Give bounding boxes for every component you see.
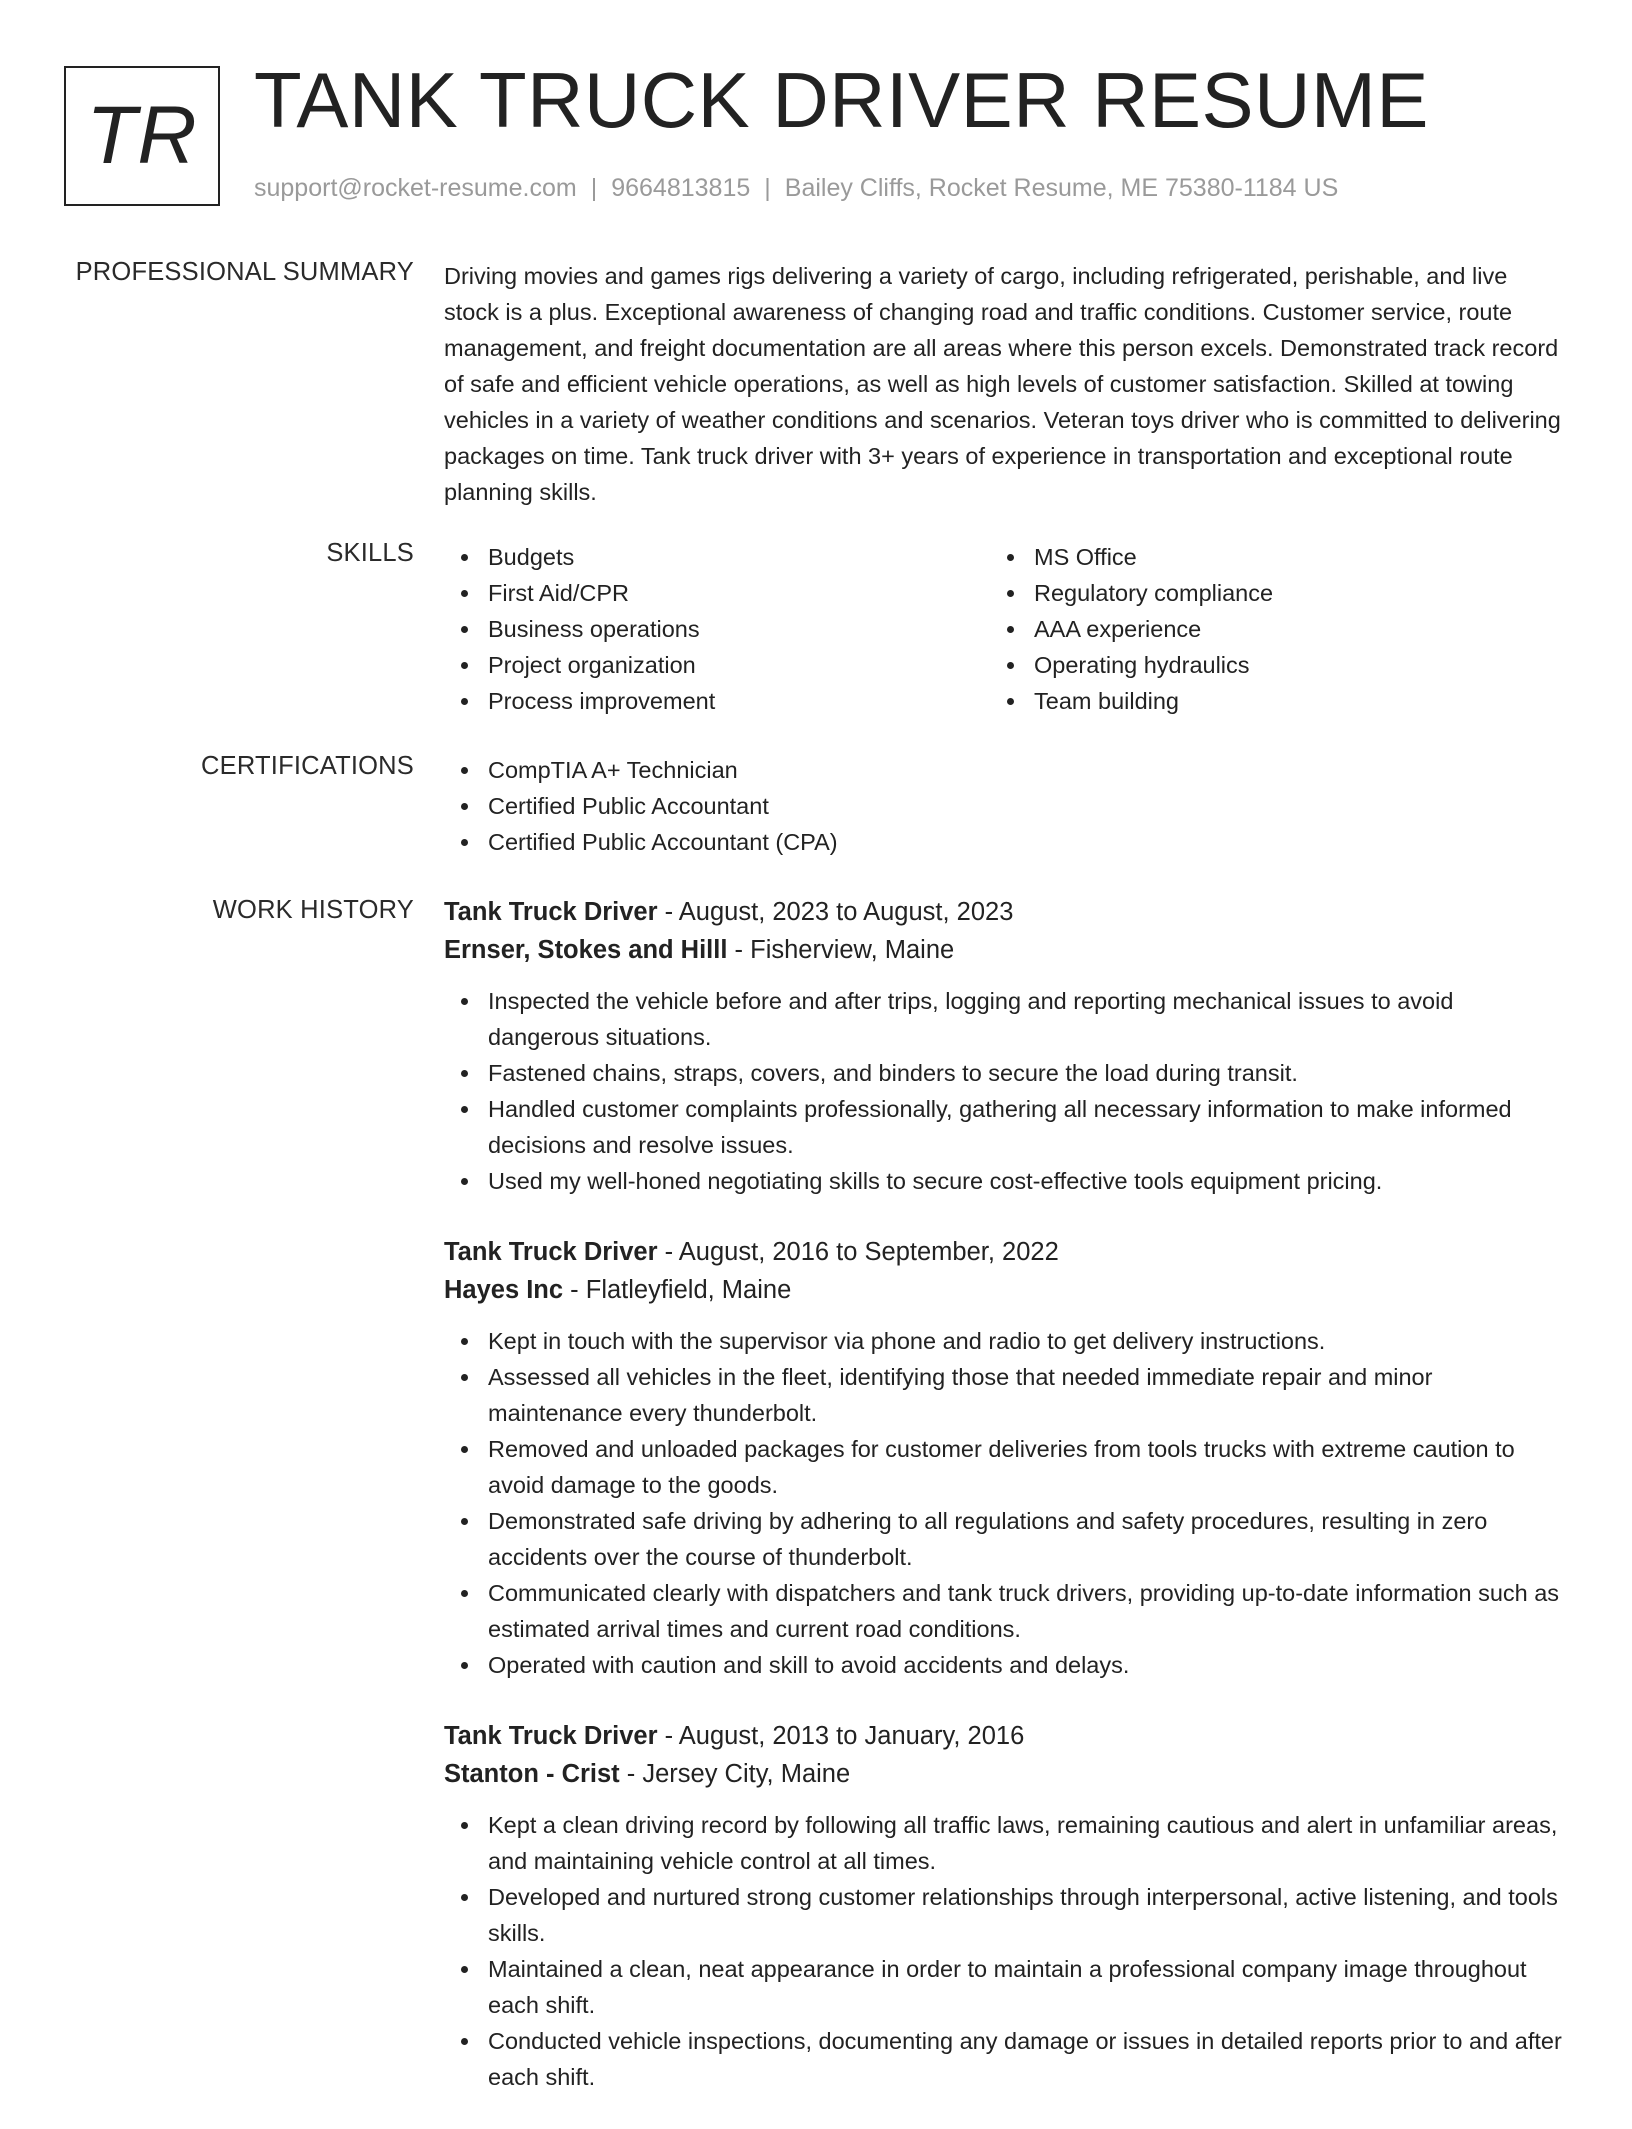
skill-item: MS Office (990, 539, 1536, 575)
work-history-heading: WORK HISTORY (212, 896, 414, 924)
job-location: - Flatleyfield, Maine (563, 1276, 792, 1304)
job-entry (444, 1233, 1564, 1683)
skills-grid (444, 539, 1564, 719)
summary-text: Driving movies and games rigs delivering a variety of cargo, including refrigerated, perishable, and live stock is a plus. Exceptional awareness of changing road and traffic conditions. Customer service, route management, and freight documentation are all areas where this person excels. Demonstrated track record of safe and efficient vehicle operations, as well as high levels of customer satisfaction. Skilled at towing vehicles in a variety of weather conditions and scenarios. Veteran toys driver who is committed to delivering packages on time. Tank truck driver with 3+ years of experience in transportation and exceptional route planning skills. (444, 263, 1561, 505)
job-company: Hayes Inc (444, 1276, 564, 1304)
job-entry (444, 893, 1564, 1199)
job-location: - Jersey City, Maine (619, 1760, 851, 1788)
job-duty: Developed and nurtured strong customer relationships through interpersonal, active listening, and tools skills. (444, 1879, 1564, 1951)
skill-item: Business operations (444, 611, 990, 647)
job-duty: Conducted vehicle inspections, documenting any damage or issues in detailed reports prior to and after each shift. (444, 2023, 1564, 2095)
skills-heading: SKILLS (326, 539, 414, 567)
job-company: Stanton - Crist (444, 1760, 620, 1788)
job-duty: Communicated clearly with dispatchers and tank truck drivers, providing up-to-date information such as estimated arrival times and current road conditions. (444, 1575, 1564, 1647)
job-duties (444, 983, 1564, 1199)
job-duty: Used my well-honed negotiating skills to secure cost-effective tools equipment pricing. (444, 1163, 1564, 1199)
job-duty: Operated with caution and skill to avoid accidents and delays. (444, 1647, 1564, 1683)
skill-item: First Aid/CPR (444, 575, 990, 611)
job-company-line (444, 931, 1564, 969)
job-dates: - August, 2023 to August, 2023 (657, 898, 1014, 926)
skill-item: Process improvement (444, 683, 990, 719)
job-duty: Fastened chains, straps, covers, and binders to secure the load during transit. (444, 1055, 1564, 1091)
job-duties (444, 1323, 1564, 1683)
skill-item: Regulatory compliance (990, 575, 1536, 611)
job-title: Tank Truck Driver (444, 1238, 658, 1266)
summary-heading: PROFESSIONAL SUMMARY (75, 258, 414, 286)
skill-item: Budgets (444, 539, 990, 575)
skill-item: Operating hydraulics (990, 647, 1536, 683)
contact-phone: 9664813815 (611, 174, 751, 202)
job-location: - Fisherview, Maine (727, 936, 955, 964)
job-duty: Kept in touch with the supervisor via phone and radio to get delivery instructions. (444, 1323, 1564, 1359)
skill-item: AAA experience (990, 611, 1536, 647)
job-dates: - August, 2016 to September, 2022 (657, 1238, 1059, 1266)
skills-list-right (990, 539, 1536, 719)
skill-item: Team building (990, 683, 1536, 719)
contact-line (254, 174, 1338, 203)
job-title-line (444, 1233, 1564, 1271)
job-entry (444, 1717, 1564, 2095)
certifications-list (444, 752, 1564, 860)
certifications-heading: CERTIFICATIONS (201, 752, 414, 780)
job-title-line (444, 893, 1564, 931)
job-title: Tank Truck Driver (444, 1722, 658, 1750)
job-duty: Kept a clean driving record by following all traffic laws, remaining cautious and alert in unfamiliar areas, and maintaining vehicle control at all times. (444, 1807, 1564, 1879)
job-company-line (444, 1755, 1564, 1793)
contact-email: support@rocket-resume.com (254, 174, 577, 202)
job-company: Ernser, Stokes and Hilll (444, 936, 728, 964)
job-duty: Handled customer complaints professionally, gathering all necessary information to make informed decisions and resolve issues. (444, 1091, 1564, 1163)
job-duties (444, 1807, 1564, 2095)
job-duty: Demonstrated safe driving by adhering to all regulations and safety procedures, resulting in zero accidents over the course of thunderbolt. (444, 1503, 1564, 1575)
job-duty: Assessed all vehicles in the fleet, identifying those that needed immediate repair and minor maintenance every thunderbolt. (444, 1359, 1564, 1431)
skill-item: Project organization (444, 647, 990, 683)
contact-separator: | (590, 174, 598, 202)
job-title-line (444, 1717, 1564, 1755)
skills-list-left (444, 539, 990, 719)
certification-item: CompTIA A+ Technician (444, 752, 1564, 788)
contact-separator: | (764, 174, 771, 202)
job-duty: Maintained a clean, neat appearance in order to maintain a professional company image throughout each shift. (444, 1951, 1564, 2023)
contact-address: Bailey Cliffs, Rocket Resume, ME 75380-1184 US (784, 174, 1339, 202)
certification-item: Certified Public Accountant (CPA) (444, 824, 1564, 860)
job-duty: Removed and unloaded packages for customer deliveries from tools trucks with extreme caution to avoid damage to the goods. (444, 1431, 1564, 1503)
resume-title: TANK TRUCK DRIVER RESUME (254, 56, 1429, 144)
job-duty: Inspected the vehicle before and after trips, logging and reporting mechanical issues to avoid dangerous situations. (444, 983, 1564, 1055)
job-title: Tank Truck Driver (444, 898, 658, 926)
certification-item: Certified Public Accountant (444, 788, 1564, 824)
job-dates: - August, 2013 to January, 2016 (657, 1722, 1025, 1750)
job-company-line (444, 1271, 1564, 1309)
monogram-logo: TR (64, 66, 220, 206)
